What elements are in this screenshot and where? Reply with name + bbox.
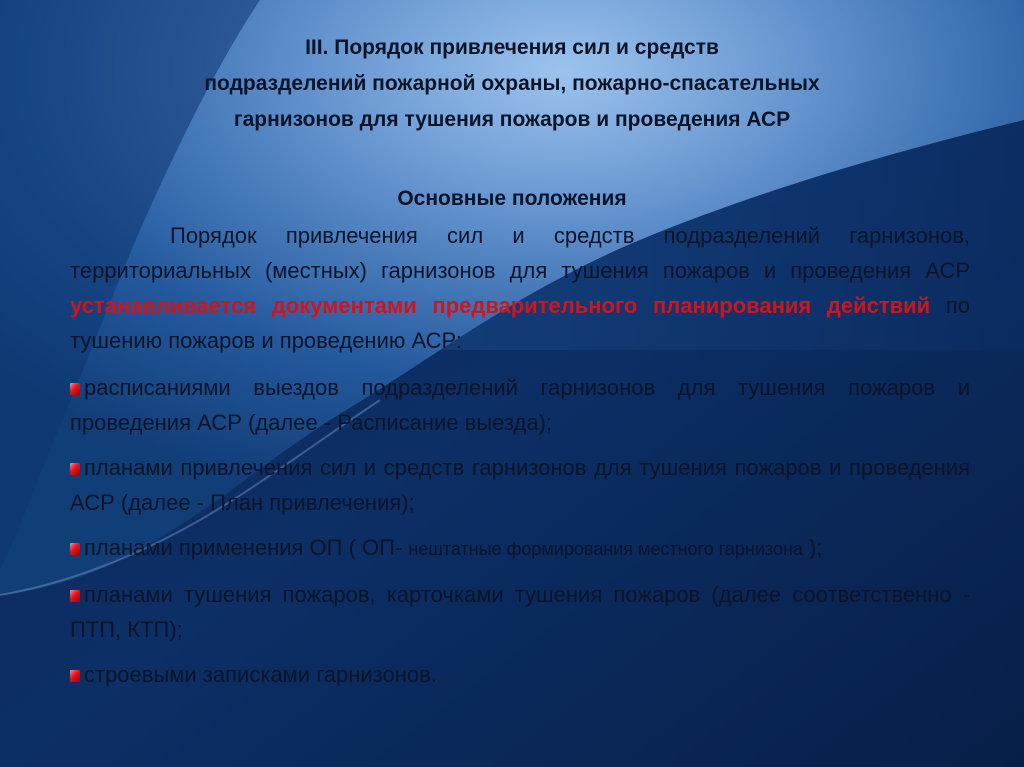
title-line-2: подразделений пожарной охраны, пожарно-спасательных [204,72,820,95]
list-item-text: планами применения ОП ( ОП- [84,535,409,560]
intro-paragraph [70,218,970,358]
intro-text-part1: Порядок привлечения сил и средств подразделений гарнизонов, территориальных (местных) гарнизонов для тушения пожаров и проведения АСР [70,223,970,283]
slide-body [70,218,970,702]
list-item-records [70,657,970,692]
list-item-schedule [70,370,970,440]
intro-highlight: устанавливается документами предварительного планирования действий [70,293,931,318]
list-item-text: строевыми записками гарнизонов. [84,662,437,687]
list-item-text: планами тушения пожаров, карточками тушения пожаров (далее соответственно - ПТП, КТП); [70,582,970,642]
red-square-bullet-icon [70,670,80,682]
section-heading: Основные положения [397,187,627,210]
list-item-text: планами привлечения сил и средств гарнизонов для тушения пожаров и проведения АСР (далее - План привлечения); [70,455,970,515]
red-square-bullet-icon [70,590,80,602]
list-item-tail: ); [802,535,823,560]
list-item-ptp [70,577,970,647]
title-line-3: гарнизонов для тушения пожаров и проведения АСР [233,108,791,131]
red-square-bullet-icon [70,463,80,475]
title-line-1: III. Порядок привлечения сил и средств [305,36,719,59]
list-item-text: расписаниями выездов подразделений гарнизонов для тушения пожаров и проведения АСР (далее - Расписание выезда); [70,375,970,435]
list-item-op [70,530,970,567]
red-square-bullet-icon [70,543,80,555]
intro-text-part2: по тушению пожаров и проведению АСР: [70,293,970,353]
slide-title [60,30,964,138]
red-square-bullet-icon [70,383,80,395]
list-item-plan [70,450,970,520]
list-item-small-text: нештатные формирования местного гарнизона [408,539,803,559]
